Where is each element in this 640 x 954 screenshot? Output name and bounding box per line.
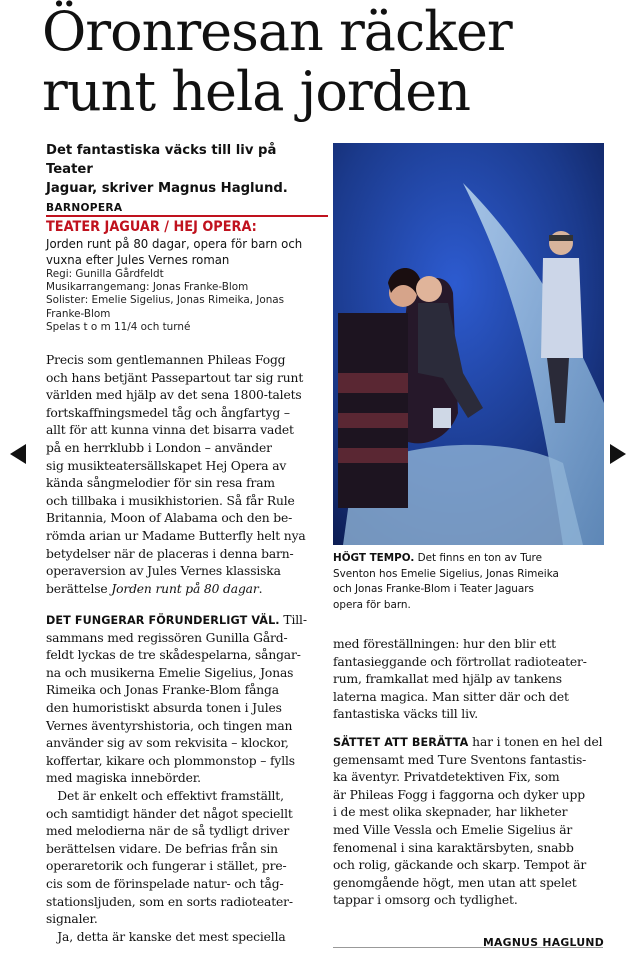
section-kicker: SÄTTET ATT BERÄTTA [333, 735, 469, 749]
body-line: tappar i omsorg och tydlighet. [333, 893, 518, 908]
lead-line: kända sångmelodier för sin resa fram [46, 476, 275, 491]
body-line: koffertar, kikare och plommonstop – fylls [46, 753, 295, 768]
body-line: stationsljuden, som en sorts radioteater- [46, 894, 293, 909]
work-title [46, 236, 325, 268]
caption-line: Sventon hos Emelie Sigelius, Jonas Rimeika [333, 567, 559, 580]
body-line: ka äventyr. Privatdetektiven Fix, som [333, 770, 560, 785]
headline-line-2: runt hela jorden [42, 60, 470, 123]
work-title-italic: Jorden runt på 80 dagar [111, 581, 259, 596]
body-line: fenomenal i sina karaktärsbyten, snabb [333, 840, 574, 855]
lead-line: fortskaffningsmedel tåg och ångfartyg – [46, 405, 290, 420]
lead-line: Britannia, Moon of Alabama och den be- [46, 511, 293, 526]
venue-heading: TEATER JAGUAR / HEJ OPERA: [46, 219, 257, 235]
headline-line-1: Öronresan räcker [42, 0, 512, 63]
body-line: feldt lyckas de tre skådespelarna, sångar- [46, 648, 301, 663]
lead-line: Precis som gentlemannen Phileas Fogg [46, 353, 286, 367]
lead-line [46, 581, 328, 599]
caption-line: och Jonas Franke-Blom i Teater Jaguars [333, 583, 534, 596]
ingress-line-2: Jaguar, skriver Magnus Haglund. [46, 181, 288, 196]
body-line: laterna magica. Man sitter där och det [333, 689, 569, 704]
body-line: och samtidigt händer det något speciellt [46, 806, 293, 821]
body-line: fantasieggande och förtrollat radioteater- [333, 654, 587, 669]
body-line: i de mest olika skepnader, har likheter [333, 805, 568, 820]
body-line: Det är enkelt och effektivt framställt, [46, 788, 284, 803]
lead-paragraph [46, 352, 328, 598]
body-line: berättelsen vidare. De befrias från sin [46, 841, 278, 856]
body-line: och rolig, gäckande och skarp. Tempot är [333, 858, 587, 873]
lead-last-prefix: berättelse [46, 581, 112, 596]
body-column-1 [46, 612, 328, 946]
genre-label: BARNOPERA [46, 202, 328, 217]
stage-photo [333, 143, 604, 545]
lead-line: och hans betjänt Passepartout tar sig runt [46, 370, 304, 385]
stage-photo-illustration [333, 143, 604, 545]
lead-line: operaversion av Jules Vernes klassiska [46, 564, 281, 579]
body-line: Rimeika och Jonas Franke-Blom fånga [46, 683, 279, 698]
body-line: cis som de förinspelade natur- och tåg- [46, 876, 284, 891]
body-line: operaretorik och fungerar i stället, pre- [46, 859, 287, 874]
body-line: använder sig av som rekvisita – klockor, [46, 736, 289, 751]
body-line: sammans med regissören Gunilla Gård- [46, 630, 288, 645]
body-line: rum, framkallat med hjälp av tankens [333, 672, 562, 687]
next-page-arrow-icon[interactable] [610, 444, 626, 464]
credit-line: Spelas t o m 11/4 och turné [46, 320, 191, 333]
caption-line [333, 551, 613, 567]
lead-line: världen med hjälp av det sena 1800-talets [46, 388, 302, 403]
body-line: signaler. [46, 912, 98, 927]
credit-line: Musikarrangemang: Jonas Franke-Blom [46, 281, 249, 294]
body-line: med Ville Vessla och Emelie Sigelius är [333, 822, 573, 837]
body-line: na och musikerna Emelie Sigelius, Jonas [46, 665, 294, 680]
lead-line: allt för att kunna vinna det bisarra vadet [46, 423, 294, 438]
body-line: med föreställningen: hur den blir ett [333, 637, 556, 651]
credits [46, 268, 328, 334]
photo-caption [333, 551, 613, 613]
col1-first-line [46, 612, 328, 630]
paragraph-gap [333, 724, 615, 734]
section-kicker: DET FUNGERAR FÖRUNDERLIGT VÄL. [46, 614, 280, 627]
kicker-continuation: har i tonen en hel del [468, 734, 603, 749]
caption-line: opera för barn. [333, 598, 411, 611]
col2-kicker-line [333, 734, 615, 752]
body-line: Ja, detta är kanske det mest speciella [46, 929, 286, 944]
ingress [46, 141, 326, 198]
lead-last-suffix: . [258, 581, 263, 596]
body-line: fantastiska väcks till liv. [333, 707, 478, 722]
credit-line: Franke-Blom [46, 307, 111, 320]
body-line: den humoristiskt absurda tonen i Jules [46, 700, 282, 715]
ingress-line-1: Det fantastiska väcks till liv på Teater [46, 143, 277, 177]
work-title-line: Jorden runt på 80 dagar, opera för barn och [46, 236, 303, 251]
fact-box [46, 196, 328, 334]
lead-line: på en herrklubb i London – använder [46, 440, 272, 455]
credit-line: Solister: Emelie Sigelius, Jonas Rimeika, Jonas [46, 294, 285, 307]
previous-page-arrow-icon[interactable] [10, 444, 26, 464]
body-line: med melodierna när de så tydligt driver [46, 824, 290, 839]
byline: MAGNUS HAGLUND [482, 936, 604, 949]
work-title-line: vuxna efter Jules Vernes roman [46, 252, 230, 267]
body-column-2 [333, 636, 615, 910]
caption-kicker: HÖGT TEMPO. [333, 552, 415, 564]
body-line: är Phileas Fogg i faggorna och dyker upp [333, 787, 585, 802]
credit-line: Regi: Gunilla Gårdfeldt [46, 268, 164, 280]
body-line: genomgående högt, men utan att spelet [333, 875, 577, 890]
body-line: Vernes äventyrshistoria, och tingen man [46, 718, 293, 733]
lead-line: römda arian ur Madame Butterfly helt nya [46, 528, 306, 543]
body-line: med magiska innebörder. [46, 771, 201, 786]
body-line: gemensamt med Ture Sventons fantastis- [333, 752, 587, 767]
lead-line: sig musikteatersällskapet Hej Opera av [46, 458, 287, 473]
headline [42, 2, 622, 122]
lead-line: betydelser när de placeras i denna barn- [46, 546, 294, 561]
kicker-continuation: Till- [279, 613, 307, 627]
caption-kicker-rest: Det finns en ton av Ture [414, 552, 542, 564]
lead-line: och tillbaka i musikhistorien. Så får Rule [46, 493, 295, 508]
